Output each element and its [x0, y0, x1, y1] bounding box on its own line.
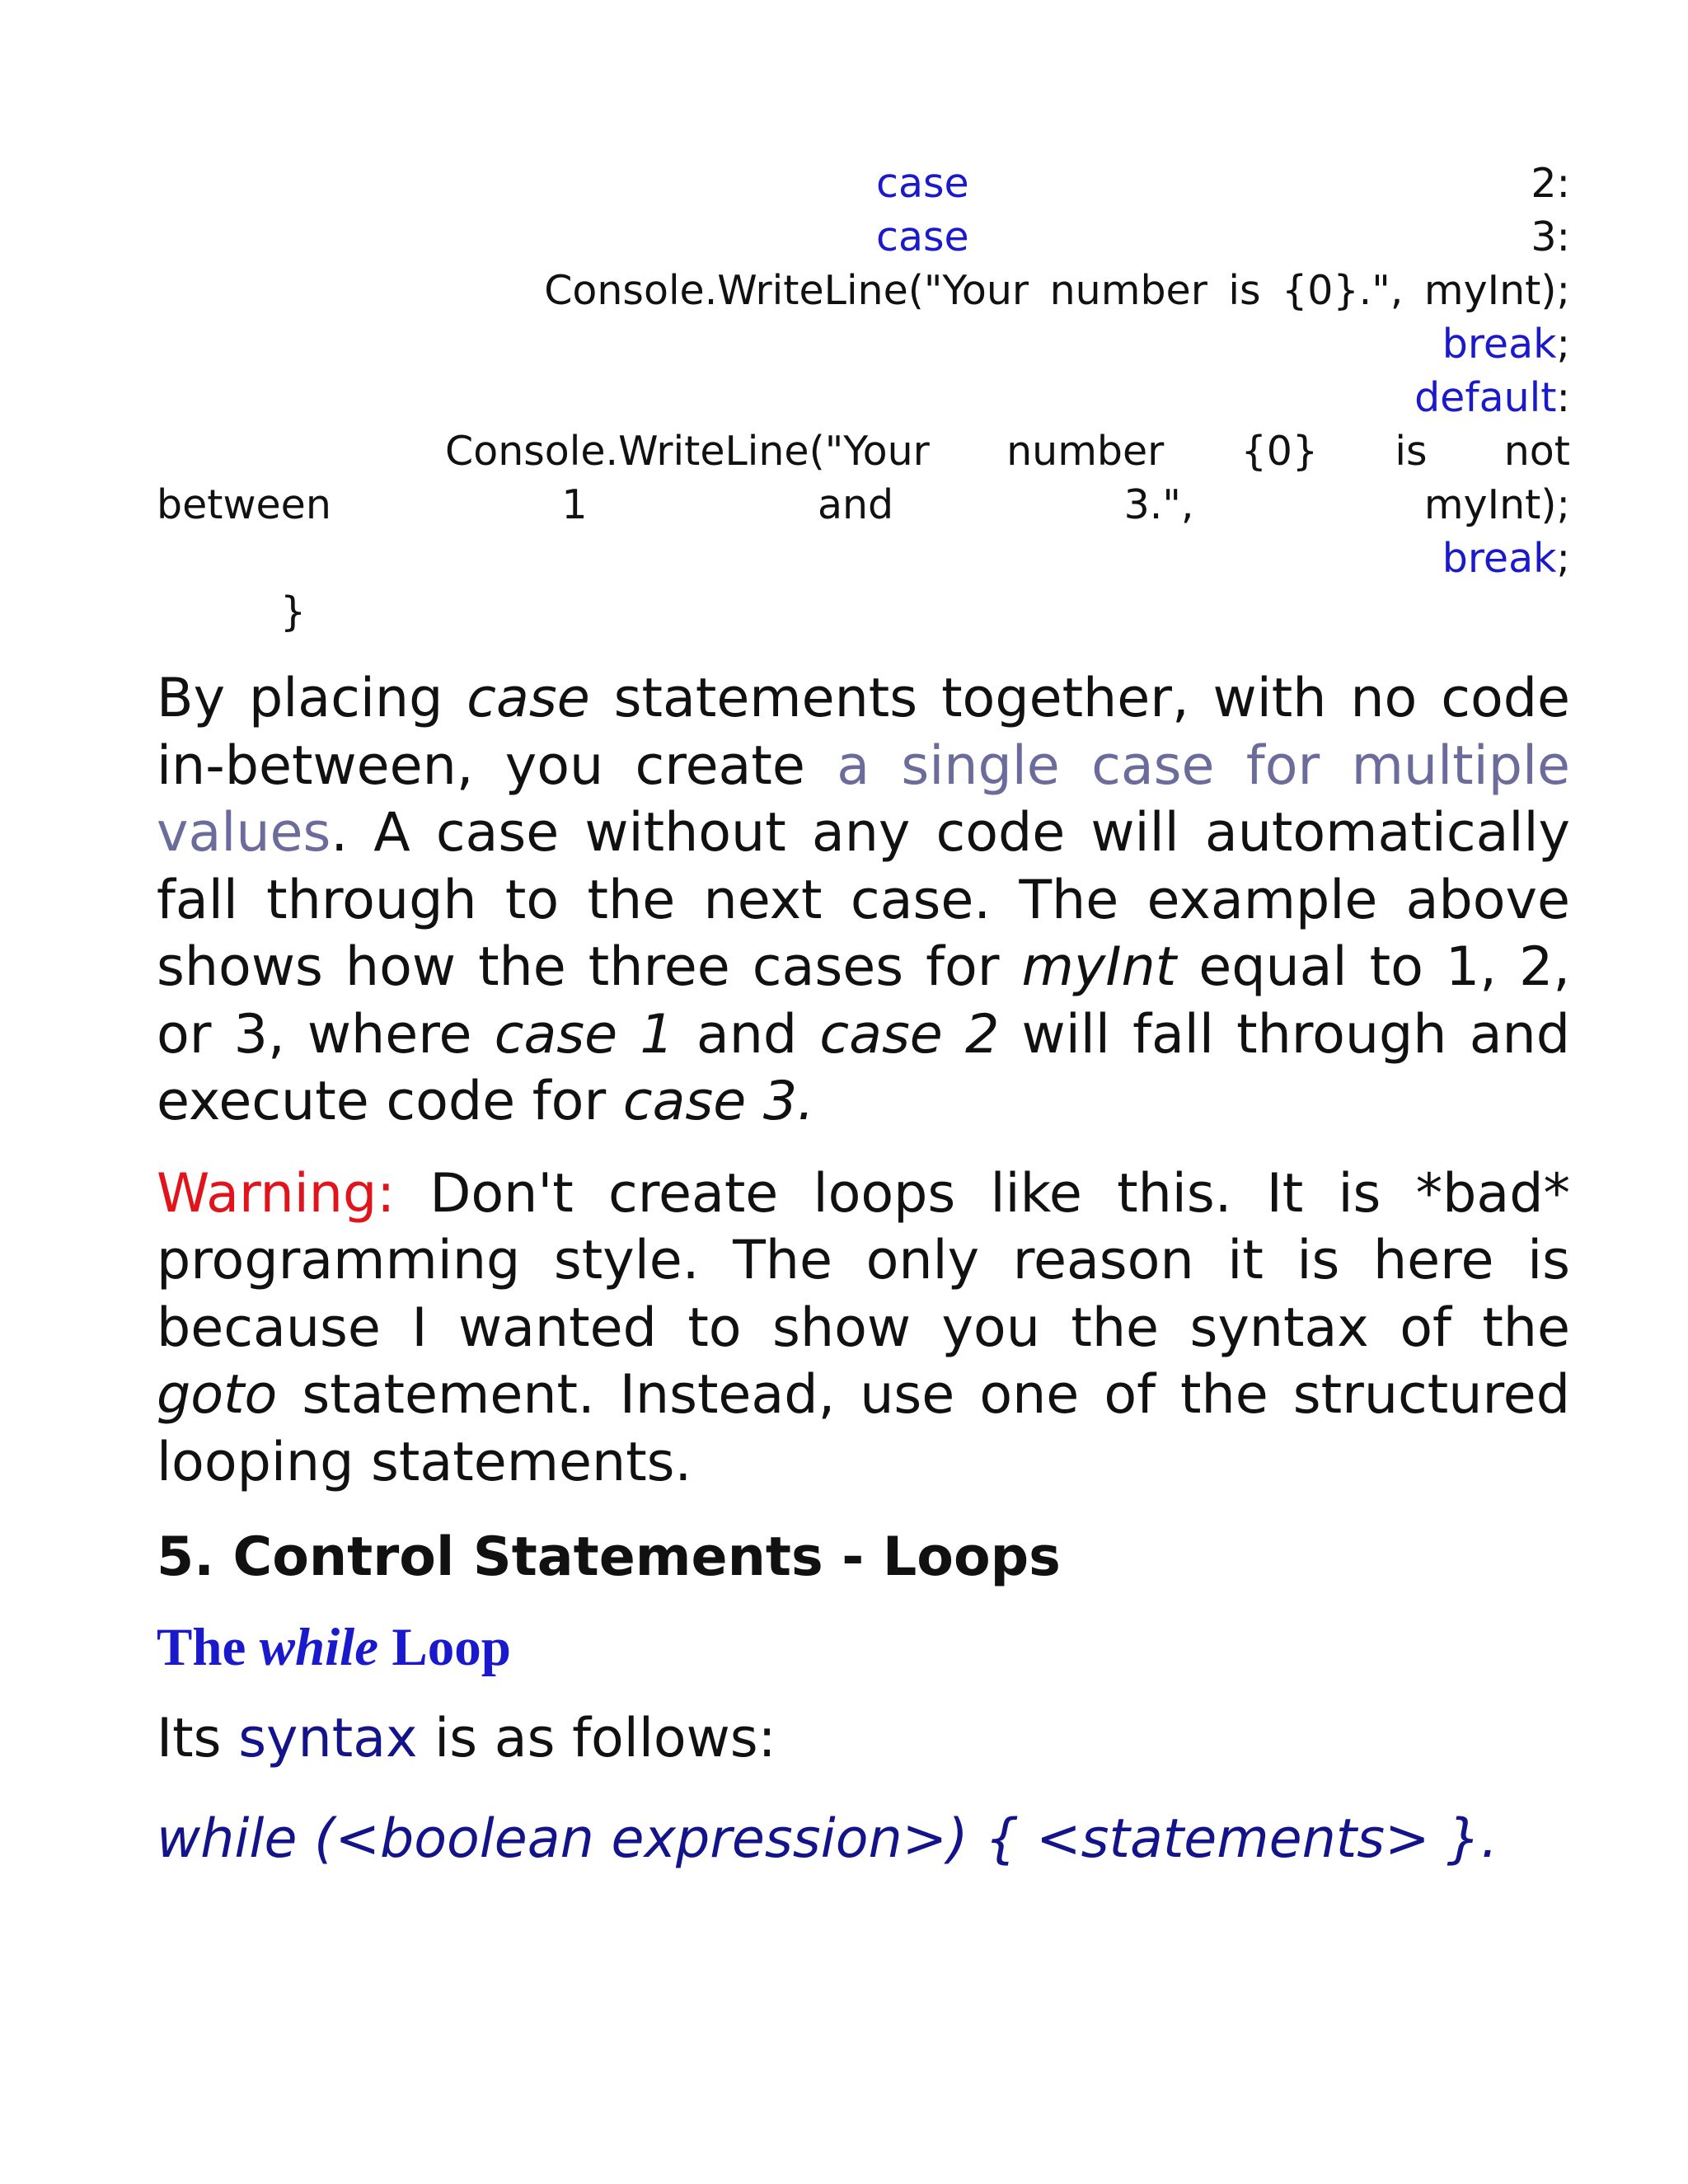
- break-keyword: break: [1442, 535, 1557, 582]
- warning-label: Warning:: [157, 1162, 396, 1225]
- code-line-case-2: [157, 157, 1570, 210]
- text: is as follows:: [417, 1708, 776, 1769]
- italic-term: case 2: [819, 1003, 1000, 1066]
- paragraph-fall-through: [157, 665, 1570, 1136]
- text: will fall through and execute code for: [157, 1003, 1570, 1132]
- code-line-writeline-2-cont: [157, 478, 1570, 532]
- semicolon: ;: [1556, 321, 1570, 368]
- text: equal to 1, 2, or 3, where: [157, 936, 1570, 1066]
- default-keyword: default: [1414, 374, 1557, 421]
- case-keyword: case: [876, 160, 969, 207]
- code-word: between: [157, 481, 331, 528]
- italic-term: while: [259, 1618, 379, 1677]
- code-line-closing-brace: [157, 585, 1570, 639]
- code-word: {0}: [1240, 428, 1319, 475]
- italic-term: goto: [157, 1364, 278, 1426]
- text: Its: [157, 1708, 239, 1769]
- text: By placing: [157, 668, 467, 729]
- code-line-writeline-1: [157, 264, 1570, 317]
- section-heading: 5. Control Statements - Loops: [157, 1526, 1061, 1588]
- text: statements together, with no code in-between, you create: [157, 668, 1570, 797]
- italic-term: myInt: [1021, 936, 1177, 998]
- text: Don't create loops like this. It is *bad* programming style. The only reason it is here is because I wanted to show you the syntax of the: [157, 1162, 1570, 1359]
- italic-term: case 1: [494, 1003, 674, 1066]
- code-line-break-1: [157, 317, 1570, 371]
- code-word: Console.WriteLine("Your: [445, 428, 930, 475]
- link-single-case[interactable]: a single case for multiple values: [157, 734, 1570, 864]
- code-line-default: [157, 371, 1570, 424]
- italic-term: case 3.: [622, 1071, 814, 1132]
- writeline-statement: Console.WriteLine("Your number is {0}.", myInt);: [544, 267, 1570, 314]
- code-line-break-2: [157, 532, 1570, 585]
- case-value: 3:: [1531, 213, 1570, 260]
- code-word: number: [1006, 428, 1165, 475]
- text: The: [157, 1618, 260, 1677]
- document-page: [157, 157, 1570, 1873]
- code-block: [157, 157, 1570, 639]
- code-line-case-3: [157, 210, 1570, 264]
- text: Loop: [378, 1618, 511, 1677]
- syntax-intro: [157, 1705, 1570, 1773]
- subheading-while-loop: [157, 1615, 1570, 1680]
- text: . A case without any code will automatically fall through to the next case. The example above shows how the three cases for: [157, 802, 1570, 998]
- code-word: and: [817, 481, 894, 528]
- code-word: is: [1395, 428, 1428, 475]
- code-word: 1: [561, 481, 588, 528]
- text: statement. Instead, use one of the structured looping statements.: [157, 1364, 1570, 1493]
- paragraph-warning: [157, 1160, 1570, 1497]
- link-syntax[interactable]: syntax: [238, 1708, 418, 1769]
- case-keyword: case: [876, 213, 969, 260]
- code-line-writeline-2: [445, 424, 1570, 478]
- italic-term: case: [467, 668, 590, 729]
- colon: :: [1556, 374, 1570, 421]
- code-word: myInt);: [1423, 481, 1570, 528]
- text: and: [673, 1003, 820, 1066]
- code-word: 3.",: [1123, 481, 1194, 528]
- code-word: not: [1503, 428, 1570, 475]
- closing-brace: }: [280, 588, 307, 635]
- break-keyword: break: [1442, 321, 1557, 368]
- case-value: 2:: [1531, 160, 1570, 207]
- semicolon: ;: [1556, 535, 1570, 582]
- while-syntax-line: while (<boolean expression>) { <statements> }.: [157, 1807, 1498, 1870]
